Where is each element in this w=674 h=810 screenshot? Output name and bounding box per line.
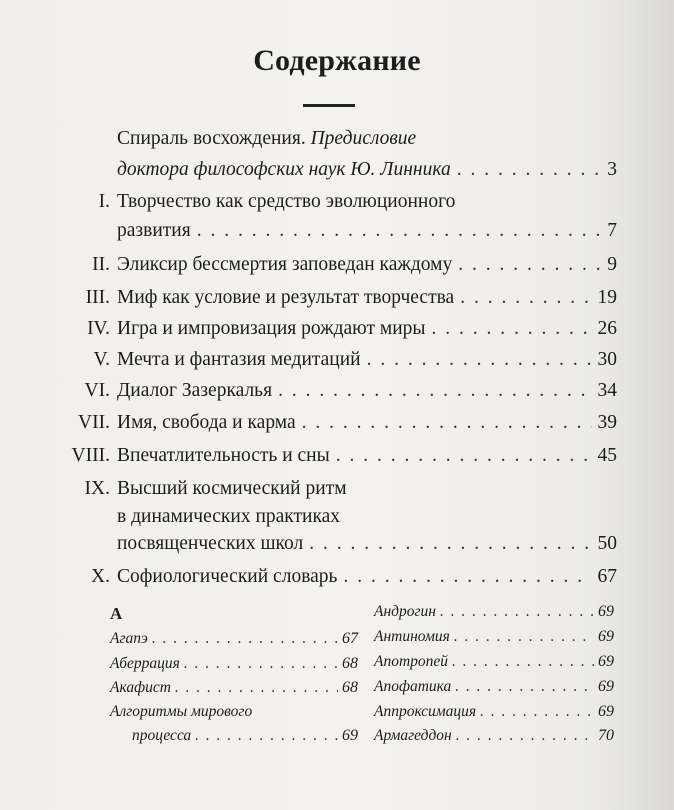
toc-chapter-6[interactable] bbox=[117, 380, 617, 402]
glossary-item[interactable]: Акафист . . . 68 bbox=[110, 679, 358, 697]
chapter-number: III. bbox=[85, 287, 110, 308]
leader-dots bbox=[336, 445, 592, 467]
glossary-item[interactable]: Алгоритмы мирового bbox=[110, 703, 253, 720]
toc-chapter-7[interactable] bbox=[117, 412, 617, 434]
toc-chapter-1[interactable] bbox=[117, 191, 617, 213]
page-number: 30 bbox=[597, 349, 617, 370]
leader-dots bbox=[460, 287, 591, 309]
page-number: 34 bbox=[597, 380, 617, 401]
title-divider bbox=[303, 104, 355, 107]
chapter-title: Имя, свобода и карма bbox=[117, 412, 296, 433]
toc-chapter-8[interactable] bbox=[117, 445, 617, 467]
leader-dots bbox=[456, 727, 594, 745]
leader-dots bbox=[343, 566, 591, 588]
chapter-number: V. bbox=[93, 349, 110, 370]
chapter-number: II. bbox=[92, 254, 110, 275]
chapter-number: X. bbox=[91, 566, 110, 587]
glossary-item[interactable]: Агапэ . . . 67 bbox=[110, 630, 358, 648]
chapter-title: Софиологический словарь bbox=[117, 566, 338, 587]
chapter-title: Впечатлительность и сны bbox=[117, 445, 330, 466]
leader-dots bbox=[458, 254, 601, 276]
toc-chapter-1-line2[interactable] bbox=[117, 220, 617, 242]
page-number: 39 bbox=[597, 412, 617, 433]
toc-chapter-4[interactable] bbox=[117, 318, 617, 340]
leader-dots bbox=[175, 679, 338, 697]
glossary-item[interactable]: Андрогин . . . 69 bbox=[374, 603, 614, 621]
chapter-number: VI. bbox=[84, 380, 110, 401]
toc-chapter-5[interactable] bbox=[117, 349, 617, 371]
glossary-item[interactable]: Армагеддон . . . 70 bbox=[374, 727, 614, 745]
leader-dots bbox=[195, 727, 338, 745]
leader-dots bbox=[302, 412, 592, 434]
page-number: 26 bbox=[597, 318, 617, 339]
page-title: Содержание bbox=[253, 44, 421, 77]
chapter-title: Игра и импровизация рождают миры bbox=[117, 318, 426, 339]
preface-italic: Предисловие bbox=[310, 128, 417, 149]
page-number: 67 bbox=[597, 566, 617, 587]
preface-plain: Спираль восхождения. bbox=[117, 128, 306, 149]
glossary-item[interactable]: Аппроксимация . . . 69 bbox=[374, 703, 614, 721]
page-number: 50 bbox=[597, 533, 617, 554]
leader-dots bbox=[432, 318, 592, 340]
toc-chapter-9[interactable] bbox=[117, 478, 617, 500]
chapter-title-cont: развития bbox=[117, 220, 191, 241]
glossary-item[interactable]: Антиномия . . . 69 bbox=[374, 628, 614, 646]
page-number: 3 bbox=[607, 159, 617, 180]
chapter-number: VII. bbox=[78, 412, 110, 433]
chapter-title: Творчество как средство эволюционного bbox=[117, 191, 456, 212]
leader-dots bbox=[457, 159, 602, 181]
chapter-title-cont: в динамических практиках bbox=[117, 506, 341, 527]
toc-chapter-9-line2[interactable] bbox=[117, 506, 617, 528]
glossary-item[interactable]: Аберрация . . . 68 bbox=[110, 655, 358, 673]
chapter-number: I. bbox=[98, 191, 110, 212]
glossary-item-cont[interactable]: процесса . . . 69 bbox=[132, 727, 358, 745]
leader-dots bbox=[454, 628, 594, 646]
leader-dots bbox=[184, 655, 338, 673]
toc-chapter-9-line3[interactable] bbox=[117, 533, 617, 555]
toc-chapter-3[interactable] bbox=[117, 287, 617, 309]
glossary-item[interactable]: Апофатика . . . 69 bbox=[374, 678, 614, 696]
toc-chapter-2[interactable] bbox=[117, 254, 617, 276]
chapter-title: Миф как условие и результат творчества bbox=[117, 287, 455, 308]
page-number: 9 bbox=[607, 254, 617, 275]
glossary-item[interactable]: Апотропей . . . 69 bbox=[374, 653, 614, 671]
chapter-number: IX. bbox=[84, 478, 110, 499]
toc-preface-line2[interactable] bbox=[117, 159, 617, 181]
leader-dots bbox=[278, 380, 591, 402]
preface-author: доктора философских наук Ю. Линника bbox=[117, 159, 451, 180]
page-number: 45 bbox=[597, 445, 617, 466]
chapter-title: Высший космический ритм bbox=[117, 478, 347, 499]
leader-dots bbox=[197, 220, 602, 242]
leader-dots bbox=[440, 603, 594, 621]
chapter-title-cont: посвященческих школ bbox=[117, 533, 304, 554]
glossary-letter: А bbox=[110, 604, 123, 623]
toc-preface[interactable] bbox=[117, 128, 617, 150]
chapter-number: VIII. bbox=[71, 445, 110, 466]
page-number: 19 bbox=[597, 287, 617, 308]
page-number: 7 bbox=[607, 220, 617, 241]
leader-dots bbox=[480, 703, 594, 721]
leader-dots bbox=[152, 630, 338, 648]
leader-dots bbox=[452, 653, 594, 671]
chapter-title: Диалог Зазеркалья bbox=[117, 380, 273, 401]
leader-dots bbox=[309, 533, 591, 555]
leader-dots bbox=[455, 678, 594, 696]
chapter-title: Мечта и фантазия медитаций bbox=[117, 349, 361, 370]
toc-chapter-10[interactable] bbox=[117, 566, 617, 588]
leader-dots bbox=[367, 349, 592, 371]
chapter-number: IV. bbox=[87, 318, 110, 339]
chapter-title: Эликсир бессмертия заповедан каждому bbox=[117, 254, 453, 275]
